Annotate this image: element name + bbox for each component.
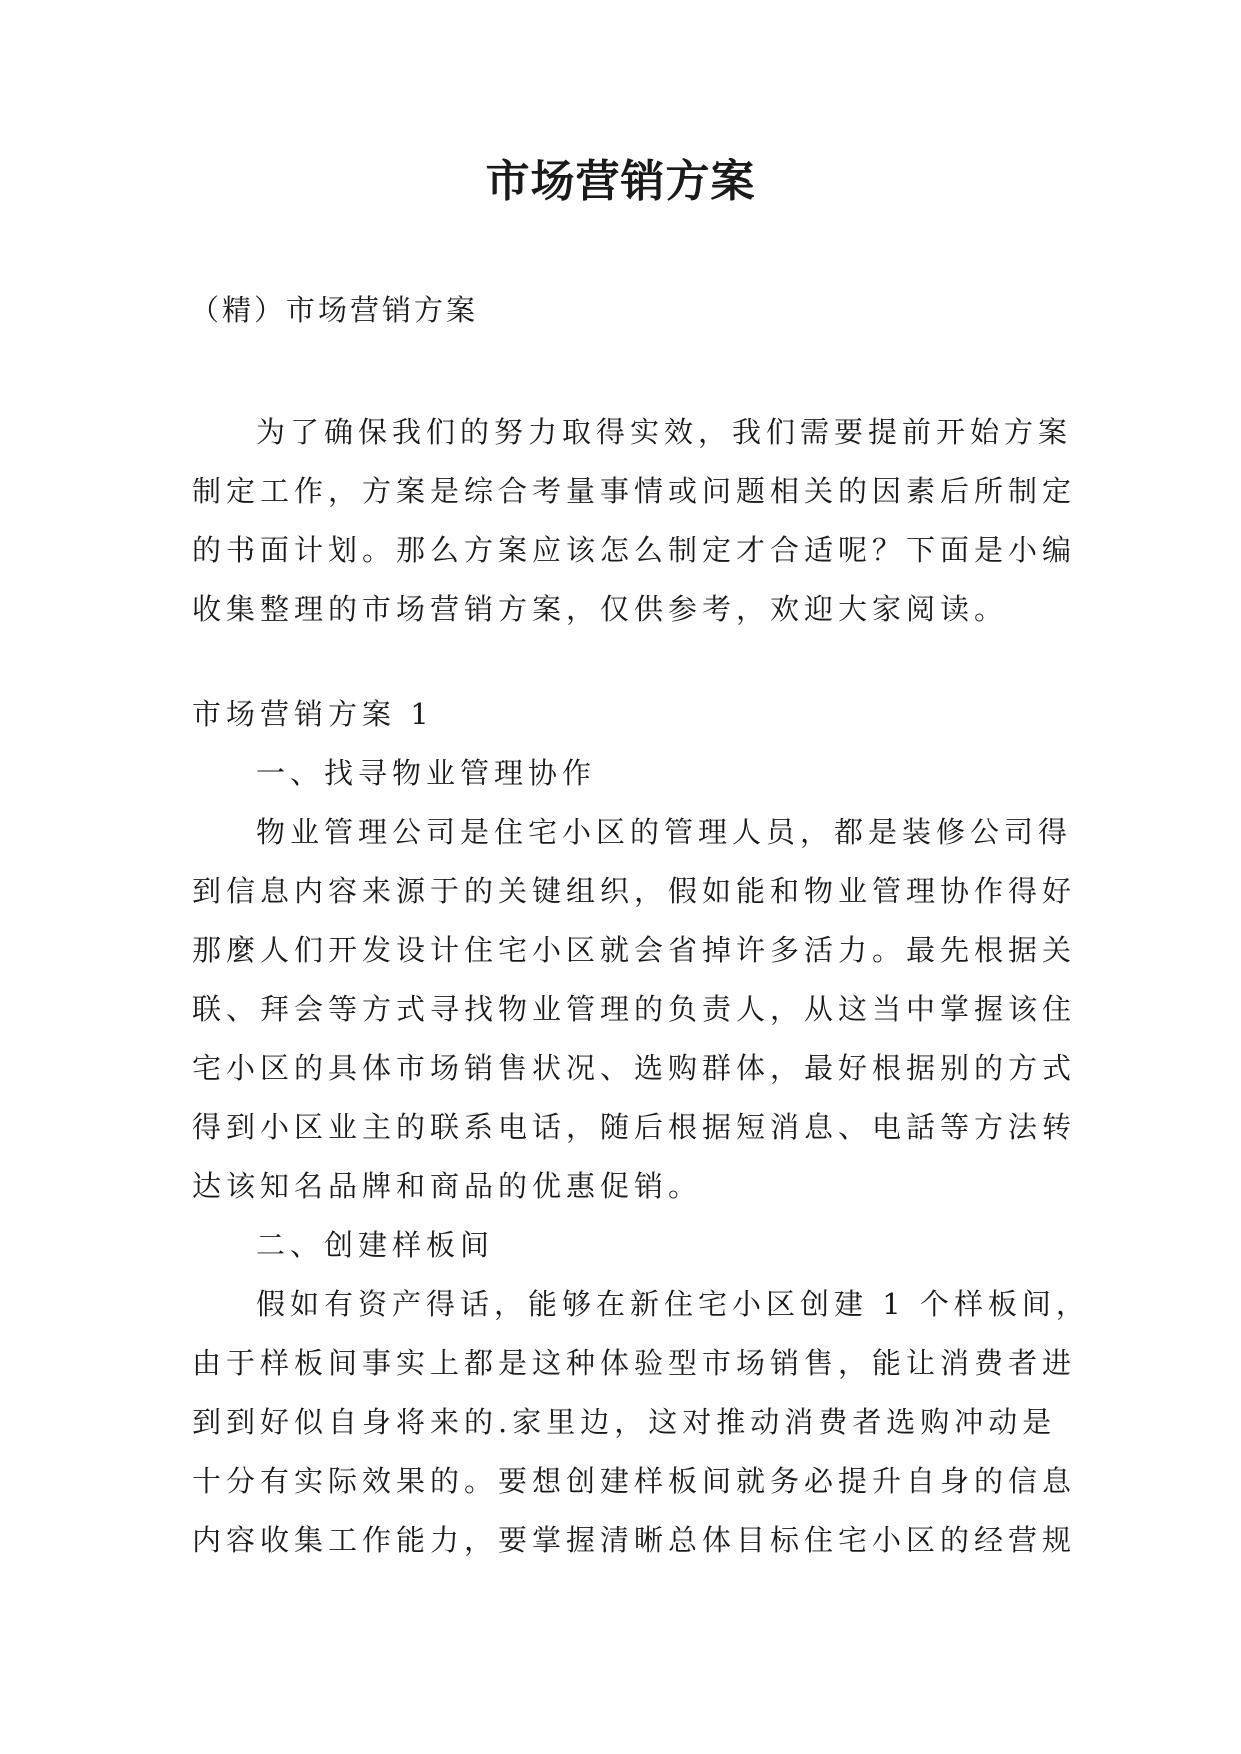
paragraph-line: 假如有资产得话，能够在新住宅小区创建 1 个样板间， [256, 1287, 1090, 1321]
intro-paragraph [192, 403, 1077, 639]
document-title: 市场营销方案 [485, 156, 756, 207]
section-heading: 一、找寻物业管理协作 [256, 756, 597, 790]
paragraph-line: 制定工作，方案是综合考量事情或问题相关的因素后所制定 [192, 474, 1077, 508]
paragraph-line: 的书面计划。那么方案应该怎么制定才合适呢？下面是小编 [192, 533, 1077, 567]
paragraph-line: 到到好似自身将来的.家里边，这对推动消费者选购冲动是 [192, 1405, 1057, 1439]
paragraph-line: 内容收集工作能力，要掌握清晰总体目标住宅小区的经营规 [192, 1523, 1077, 1557]
section-heading: 二、创建样板间 [256, 1228, 495, 1262]
paragraph-line: 宅小区的具体市场销售状况、选购群体，最好根据别的方式 [192, 1051, 1077, 1085]
paragraph-line: 物业管理公司是住宅小区的管理人员，都是装修公司得 [256, 815, 1073, 849]
paragraph-line: 由于样板间事实上都是这种体验型市场销售，能让消费者进 [192, 1346, 1077, 1380]
document-body [192, 685, 1090, 1570]
paragraph-line: 十分有实际效果的。要想创建样板间就务必提升自身的信息 [192, 1464, 1077, 1498]
paragraph-line: 联、拜会等方式寻找物业管理的负责人，从这当中掌握该住 [192, 992, 1077, 1026]
document-subtitle: （精）市场营销方案 [190, 293, 479, 327]
paragraph-line: 得到小区业主的联系电话，随后根据短消息、电話等方法转 [192, 1110, 1077, 1144]
paragraph-line: 收集整理的市场营销方案，仅供参考，欢迎大家阅读。 [192, 592, 1009, 626]
paragraph-line: 那麼人们开发设计住宅小区就会省掉许多活力。最先根据关 [192, 933, 1077, 967]
paragraph-line: 到信息内容来源于的关键组织，假如能和物业管理协作得好 [192, 874, 1077, 908]
paragraph-line: 达该知名品牌和商品的优惠促销。 [192, 1169, 703, 1203]
paragraph-line: 为了确保我们的努力取得实效，我们需要提前开始方案 [256, 415, 1073, 449]
section-title: 市场营销方案 1 [192, 697, 434, 731]
